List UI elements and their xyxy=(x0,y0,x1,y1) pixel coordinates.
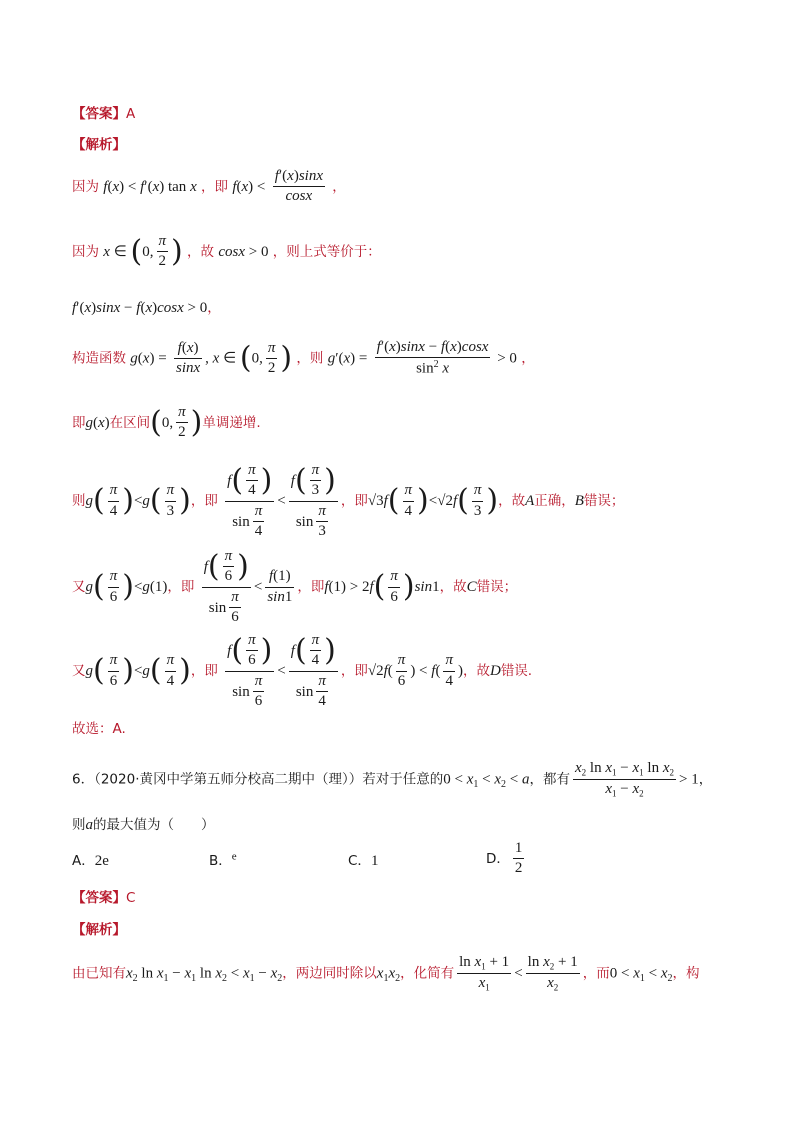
fraction: f( $\frac{\pi}{4}$ ) sin $\frac{\pi}{4}$ xyxy=(290,632,336,709)
question-6-line-2 xyxy=(72,813,734,834)
analysis-heading-1 xyxy=(72,133,734,153)
text: ，故 xyxy=(498,493,526,509)
variable: a xyxy=(85,817,93,833)
solution-line-8: 又g( $\frac{\pi}{6}$ )<g( $\frac{\pi}{4}$ )，即 f( $\frac{\pi}{6}$ ) sin $\frac{\pi}{6}$ < f( $\frac{\pi}{4}$ ) sin $\frac{\pi}{4}$ ，即√2f( $\frac{\pi}{6}$ ) < f( $\frac{\pi}{4}$ )，故D错误. xyxy=(72,632,533,709)
option-label: D． xyxy=(486,850,510,867)
option-value: 1 xyxy=(370,853,379,869)
text: ，即 xyxy=(167,579,195,595)
text: ，即 xyxy=(340,493,368,509)
fraction-den: 2 xyxy=(514,860,523,877)
text: ，即 xyxy=(201,178,229,195)
solution-line-2: 因为 x ∈ (0, $\frac{\pi}{2}$ ) ，故 cosx > 0 ，则上式等价于： xyxy=(72,233,381,270)
question-text: 则 xyxy=(72,817,86,833)
option-label: A． xyxy=(72,853,95,869)
question-text: ， xyxy=(698,771,713,788)
option-d xyxy=(486,840,527,878)
fraction: f( $\frac{\pi}{3}$ ) sin $\frac{\pi}{3}$ xyxy=(290,462,336,539)
option-letter: D xyxy=(489,663,501,679)
text: ，构 xyxy=(672,965,700,982)
text: ，则 xyxy=(296,350,324,367)
analysis-heading-2 xyxy=(72,918,734,938)
answer-heading-1 xyxy=(72,102,734,122)
answer-heading-2 xyxy=(72,886,734,906)
text: ，故 xyxy=(462,663,490,679)
solution-line-1: 因为 f(x) < f′(x) tan x ，即 f(x) < $\frac{f'(x)\sin x}{\cos x}$ ， xyxy=(72,168,346,205)
answer-value: C xyxy=(126,890,136,906)
question-text: 的最大值为（ ） xyxy=(93,817,215,833)
option-letter: A xyxy=(525,493,535,509)
text: 由已知有 xyxy=(72,965,126,982)
solution-line-4: 构造函数 g(x) = $\frac{f(x)}{\sin x}$ , x ∈ (0, $\frac{\pi}{2}$ ) ，则 g′(x) = $\frac{f'(x)\sin x - f(x)\cos x}{\sin^2 x}$ > 0 ， xyxy=(72,339,535,377)
text: ， xyxy=(521,350,535,367)
solution-line-7: 又g( $\frac{\pi}{6}$ )<g(1)，即 f( $\frac{\pi}{6}$ ) sin $\frac{\pi}{6}$ < $\frac{f(1)}{\sin 1}$ ，即f(1) > 2f( $\frac{\pi}{6}$ )sin1，故C错误； xyxy=(72,548,518,625)
text: ，两边同时除以 xyxy=(282,965,377,982)
text: 则 xyxy=(72,493,86,509)
option-label: C． xyxy=(348,853,371,869)
text: 因为 xyxy=(72,243,99,260)
text: 又 xyxy=(72,579,86,595)
formula: f xyxy=(103,178,108,195)
text: ， xyxy=(332,178,346,195)
fraction: $\frac{f'(x)\sin x - f(x)\cos x}{\sin^2 x}$ xyxy=(376,339,489,377)
fraction: $\frac{f(1)}{\sin 1}$ xyxy=(267,568,293,605)
text: 错误； xyxy=(583,493,625,509)
fraction: $\frac{\ln x_2 + 1}{x_2}$ xyxy=(527,954,578,993)
option-value: 2e xyxy=(94,853,109,869)
option-letter: B xyxy=(574,493,584,509)
answer-label: 【答案】 xyxy=(72,106,126,122)
solution-line-3: f′(x)sinx − f(x)cosx > 0， xyxy=(72,300,221,316)
answer-label: 【答案】 xyxy=(72,890,126,906)
solution-line-5: 即g(x)在区间(0, $\frac{\pi}{2}$ )单调递增. xyxy=(72,404,261,441)
text: 即 xyxy=(72,414,86,431)
text: ，化简有 xyxy=(400,965,455,982)
text: 构造函数 xyxy=(72,350,126,367)
option-b xyxy=(209,849,237,869)
answer-value: A xyxy=(126,106,136,122)
text: ，即 xyxy=(190,493,218,509)
fraction: $\frac{f'(x)\sin x}{\cos x}$ xyxy=(274,168,323,205)
text: 因为 xyxy=(72,178,99,195)
fraction: $\frac{x_2 \ln x_1 - x_1 \ln x_2}{x_1 - x_2}$ xyxy=(575,760,674,799)
fraction: $\frac{\pi}{2}$ xyxy=(158,233,167,270)
question-text: ，都有 xyxy=(529,771,570,788)
text: ，即 xyxy=(297,579,325,595)
text: 在区间 xyxy=(109,414,151,431)
text: ，即 xyxy=(340,663,368,679)
text: 错误. xyxy=(500,663,533,679)
option-letter: C xyxy=(466,579,477,595)
text: ，则上式等价于： xyxy=(272,243,381,260)
text: ，故 xyxy=(187,243,215,260)
solution-line-6: 则g( $\frac{\pi}{4}$ )<g( $\frac{\pi}{3}$ )，即 f( $\frac{\pi}{4}$ ) sin $\frac{\pi}{4}$ < f( $\frac{\pi}{3}$ ) sin $\frac{\pi}{3}$ ，即√3f( $\frac{\pi}{4}$ )<√2f( $\frac{\pi}{3}$ )，故A正确，B错误； xyxy=(72,462,625,539)
text: 又 xyxy=(72,663,86,679)
conclusion-line: 故选：A. xyxy=(72,721,126,737)
text: 单调递增. xyxy=(202,414,261,431)
fraction: f( $\frac{\pi}{4}$ ) sin $\frac{\pi}{4}$ xyxy=(227,462,273,539)
text: 错误； xyxy=(476,579,518,595)
option-c xyxy=(348,849,378,870)
fraction xyxy=(513,840,525,878)
text: ，而 xyxy=(582,965,610,982)
text: 正确， xyxy=(534,493,575,509)
text: ，即 xyxy=(190,663,218,679)
question-6-line-1: 6．（2020·黄冈中学第五师分校高二期中（理））若对于任意的$0 < x_1 < x_2 < a$，都有 $\frac{x_2 \ln x_1 - x_1 \ln x_2}{x_1 - x_2}$ > 1， xyxy=(72,760,713,799)
fraction-num: 1 xyxy=(513,840,525,859)
option-value: e xyxy=(231,850,237,863)
option-a xyxy=(72,849,109,870)
question-text: 6．（2020·黄冈中学第五师分校高二期中（理））若对于任意的 xyxy=(72,771,444,788)
option-label: B． xyxy=(209,853,232,869)
text: ，故 xyxy=(439,579,467,595)
analysis-label: 【解析】 xyxy=(72,922,126,938)
fraction: $\frac{\ln x_1 + 1}{x_1}$ xyxy=(459,954,510,993)
fraction: $\frac{f(x)}{\sin x}$ xyxy=(175,339,201,376)
fraction: f( $\frac{\pi}{6}$ ) sin $\frac{\pi}{6}$ xyxy=(227,632,273,709)
fraction: f( $\frac{\pi}{6}$ ) sin $\frac{\pi}{6}$ xyxy=(203,548,249,625)
solution-last-line: 由已知有$x_2$ $\ln x_1 - x_1$ $\ln x_2 < x_1 - x_2$，两边同时除以$x_1x_2$，化简有 $\frac{\ln x_1 + 1}{x_1}$ < $\frac{\ln x_2 + 1}{x_2}$ ，而$0 < x_1 < x_2$，构 xyxy=(72,954,700,993)
analysis-label: 【解析】 xyxy=(72,137,126,153)
